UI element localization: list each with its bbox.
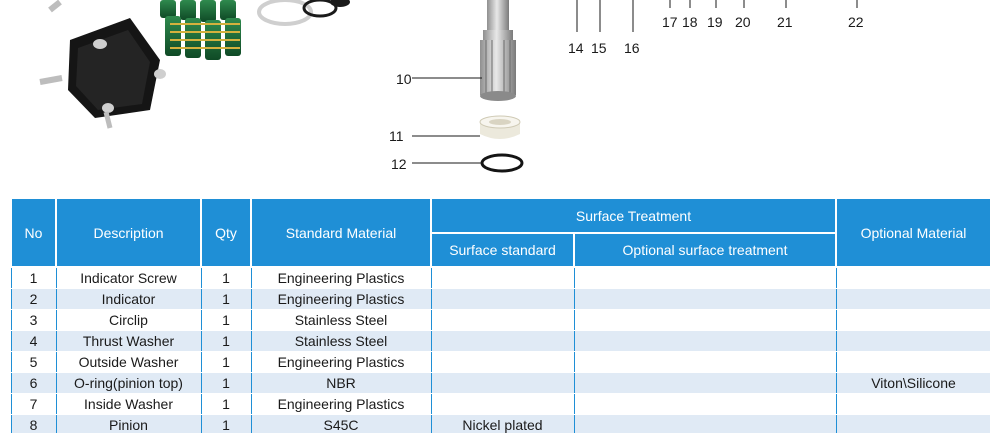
callout-10: 10 [396,71,412,87]
table-row [11,373,990,394]
table-row [11,310,990,331]
callout-11: 11 [389,128,404,144]
cell-material: NBR [251,373,431,394]
cell-surface-standard [431,331,574,352]
cell-no: 7 [11,394,56,415]
cell-optional-surface [574,373,836,394]
cell-description: Indicator [56,289,201,310]
cell-no: 8 [11,415,56,433]
cell-optional-surface [574,394,836,415]
cell-optional-material [836,310,990,331]
cell-no: 2 [11,289,56,310]
table-row [11,415,990,433]
cell-qty: 1 [201,267,251,289]
cell-description: Thrust Washer [56,331,201,352]
parts-table [10,197,990,433]
cell-qty: 1 [201,289,251,310]
cell-description: Indicator Screw [56,267,201,289]
cell-optional-material [836,331,990,352]
callout-18: 18 [682,14,698,30]
table-row [11,394,990,415]
header-description: Description [56,198,201,267]
header-optional-surface-treatment: Optional surface treatment [574,233,836,267]
o-ring-illustration [482,155,522,171]
cell-no: 6 [11,373,56,394]
callout-17: 17 [662,14,678,30]
cell-material: Engineering Plastics [251,352,431,373]
cell-surface-standard [431,267,574,289]
cell-qty: 1 [201,352,251,373]
cell-no: 1 [11,267,56,289]
exploded-view-diagram [0,0,1000,195]
cell-qty: 1 [201,331,251,352]
callout-12: 12 [391,156,407,172]
callout-22: 22 [848,14,864,30]
cell-optional-material: Viton\Silicone [836,373,990,394]
cell-surface-standard [431,352,574,373]
header-optional-material: Optional Material [836,198,990,267]
cell-no: 3 [11,310,56,331]
cell-material: Engineering Plastics [251,289,431,310]
callout-19: 19 [707,14,723,30]
header-no: No [11,198,56,267]
cell-material: S45C [251,415,431,433]
callout-14: 14 [568,40,584,56]
cell-material: Engineering Plastics [251,267,431,289]
cell-surface-standard [431,373,574,394]
cell-surface-standard [431,289,574,310]
cell-description: Outside Washer [56,352,201,373]
cell-surface-standard: Nickel plated [431,415,574,433]
cell-description: O-ring(pinion top) [56,373,201,394]
cell-optional-surface [574,331,836,352]
cell-description: Pinion [56,415,201,433]
table-row [11,289,990,310]
cell-description: Inside Washer [56,394,201,415]
callout-16: 16 [624,40,640,56]
parts-table-container [10,197,990,433]
cell-surface-standard [431,310,574,331]
cell-qty: 1 [201,310,251,331]
cell-material: Stainless Steel [251,331,431,352]
cell-optional-surface [574,352,836,373]
header-qty: Qty [201,198,251,267]
cell-no: 4 [11,331,56,352]
cell-qty: 1 [201,394,251,415]
cell-description: Circlip [56,310,201,331]
header-standard-material: Standard Material [251,198,431,267]
callout-20: 20 [735,14,751,30]
table-row [11,331,990,352]
springs-illustration [160,0,350,60]
cell-optional-material [836,289,990,310]
callout-15: 15 [591,40,607,56]
table-row [11,267,990,289]
cell-material: Engineering Plastics [251,394,431,415]
cell-optional-material [836,352,990,373]
cell-no: 5 [11,352,56,373]
cell-surface-standard [431,394,574,415]
cell-optional-surface [574,310,836,331]
cell-qty: 1 [201,373,251,394]
parts-table-body [11,267,990,433]
cell-optional-material [836,415,990,433]
callout-21: 21 [777,14,793,30]
inside-washer-illustration [480,116,520,139]
table-row [11,352,990,373]
cell-optional-surface [574,267,836,289]
header-surface-treatment: Surface Treatment [431,198,836,233]
end-cap-illustration [40,2,166,128]
cell-qty: 1 [201,415,251,433]
cell-material: Stainless Steel [251,310,431,331]
cell-optional-surface [574,289,836,310]
cell-optional-material [836,267,990,289]
cell-optional-surface [574,415,836,433]
pinion-shaft-illustration [480,0,516,101]
cell-optional-material [836,394,990,415]
header-surface-standard: Surface standard [431,233,574,267]
